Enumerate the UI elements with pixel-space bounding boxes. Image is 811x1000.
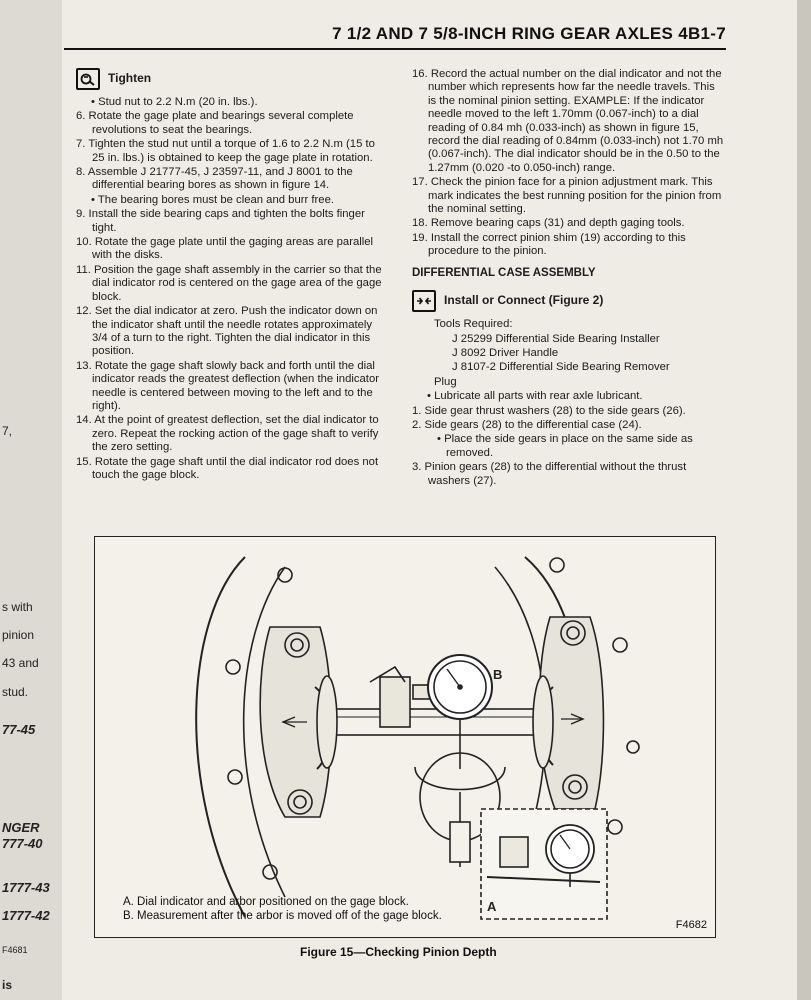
step-8-note: • The bearing bores must be clean and burr free. (91, 193, 335, 206)
step-9: 9. Install the side bearing caps and tighten the bolts finger tight. (76, 208, 365, 234)
install-connect-icon (412, 290, 436, 312)
prev-page-fragment: 7, (2, 424, 13, 438)
tool-plug: Plug (434, 375, 457, 388)
step-16: 16. Record the actual number on the dial indicator and not the number which represents how far the needle travels. This is the nominal pinion setting. EXAMPLE: If the indicator needle moved to the left 1.70mm (0.067-inch) to a dial reading of 0.84 mh (0.033-inch) as shown in figure 15, record the dial reading of 0.84mm (0.033-inch) not 1.70 mh (0.067-inch). The dial indicator should be in the 0.50 to the 1.27mm (0.020 -to 0.050-inch) range. (412, 68, 724, 174)
tools-label: Tools Required: (434, 318, 513, 331)
prev-page-fragment: 1777-42 (2, 908, 50, 923)
caption-a: A. Dial indicator and arbor positioned on the gage block. (123, 896, 409, 908)
tool-item: J 8092 Driver Handle (452, 346, 559, 359)
prev-page-fragment: 777-40 (2, 836, 43, 851)
install-step-3: 3. Pinion gears (28) to the differential without the thrust washers (27). (412, 461, 687, 487)
caption-b: B. Measurement after the arbor is moved off of the gage block. (123, 910, 442, 922)
figure-captions (123, 895, 442, 923)
figure-15 (94, 536, 716, 938)
step-19: 19. Install the correct pinion shim (19) according to this procedure to the pinion. (412, 231, 686, 258)
step-12: 12. Set the dial indicator at zero. Push the indicator down on the indicator shaft until the needle rotates approximately 3/4 of a turn to the right. Tighten the dial indicator in this position. (76, 305, 378, 358)
step-17: 17. Check the pinion face for a pinion adjustment mark. This mark indicates the best running position for the pinion from the nominal setting. (412, 176, 722, 216)
step-13: 13. Rotate the gage shaft slowly back and forth until the dial indicator reads the greatest deflection (when the indicator needle is centered between moving to the left and to the right). (76, 359, 379, 412)
prev-page-fragment: stud. (2, 685, 29, 699)
prev-page-fragment: F4681 (2, 945, 28, 955)
step-6: 6. Rotate the gage plate and bearings several complete revolutions to seat the bearings. (76, 110, 354, 136)
left-column (76, 68, 382, 483)
step-7: 7. Tighten the stud nut until a torque of 1.6 to 2.2 N.m (15 to 25 in. lbs.) is obtained to keep the gage plate in rotation. (76, 138, 375, 164)
prev-page-fragment: 77-45 (2, 722, 36, 737)
step-14: 14. At the point of greatest deflection, set the dial indicator to zero. Repeat the rocking action of the gage shaft to verify the zero setting. (76, 414, 379, 454)
step-11: 11. Position the gage shaft assembly in the carrier so that the dial indicator rod is centered on the gage area of the gage block. (76, 263, 382, 303)
tighten-heading: Tighten (108, 71, 152, 86)
section-title: DIFFERENTIAL CASE ASSEMBLY (412, 266, 596, 279)
prev-page-fragment: 1777-43 (2, 880, 50, 895)
tool-item: J 8107-2 Differential Side Bearing Remover (452, 361, 670, 374)
pinion-depth-illustration (95, 537, 715, 937)
prev-page-fragment: pinion (2, 628, 35, 642)
install-step-1: 1. Side gear thrust washers (28) to the side gears (26). (412, 404, 686, 417)
label-b: B (493, 667, 503, 682)
step-8: 8. Assemble J 21777-45, J 23597-11, and J 8001 to the differential bearing bores as shown in figure 14. (76, 166, 353, 192)
tighten-note: • Stud nut to 2.2 N.m (20 in. lbs.). (91, 96, 258, 108)
prev-page-fragment: is (2, 978, 13, 992)
page-title: 7 1/2 AND 7 5/8-INCH RING GEAR AXLES 4B1-7 (332, 24, 726, 43)
page-header (64, 22, 726, 50)
figure-title: Figure 15—Checking Pinion Depth (300, 945, 497, 959)
prev-page-fragment: s with (2, 600, 33, 614)
step-15: 15. Rotate the gage shaft until the dial indicator rod does not touch the gage block. (76, 455, 379, 481)
step-10: 10. Rotate the gage plate until the gaging areas are parallel with the disks. (76, 236, 374, 262)
install-heading: Install or Connect (Figure 2) (444, 293, 604, 308)
tighten-wrench-icon (76, 68, 100, 90)
previous-page-edge (0, 0, 63, 1000)
step-18: 18. Remove bearing caps (31) and depth gaging tools. (412, 217, 685, 230)
lubricate-note: • Lubricate all parts with rear axle lubricant. (427, 390, 643, 403)
label-a: A (487, 899, 497, 914)
tool-item: J 25299 Differential Side Bearing Installer (452, 332, 660, 345)
install-step-2-note: • Place the side gears in place on the same side as removed. (437, 433, 693, 459)
install-step-2: 2. Side gears (28) to the differential case (24). (412, 418, 642, 431)
figure-id: F4682 (675, 919, 707, 931)
prev-page-fragment: NGER (2, 820, 40, 835)
right-column (412, 68, 724, 489)
prev-page-fragment: 43 and (2, 656, 39, 670)
